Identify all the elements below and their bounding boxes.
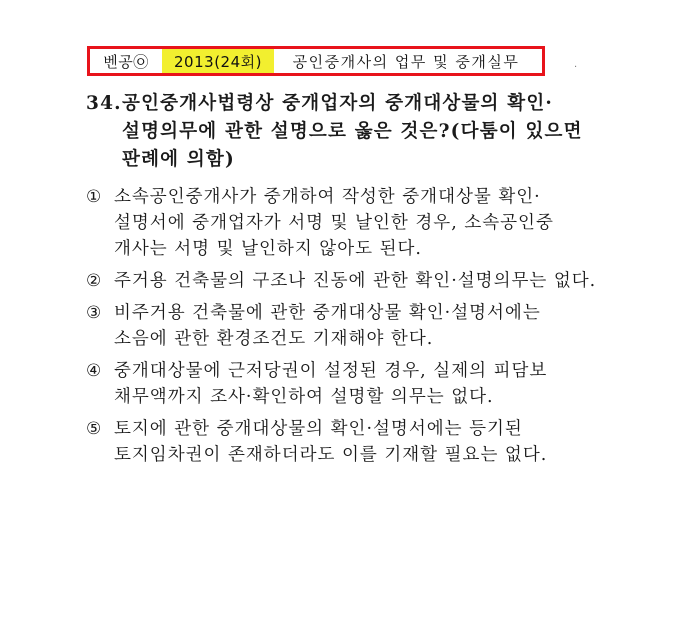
question-text: 설명의무에 관한 설명으로 옳은 것은?(다툼이 있으면 <box>122 121 583 142</box>
option-text: 소음에 관한 환경조건도 기재해야 한다. <box>114 329 434 349</box>
answer-option-4 <box>86 358 616 410</box>
answer-option-1 <box>86 184 616 262</box>
option-text: 비주거용 건축물에 관한 중개대상물 확인·설명서에는 <box>114 303 541 323</box>
option-number-3: ③ <box>86 303 103 323</box>
option-number-5: ⑤ <box>86 419 103 439</box>
question-block <box>86 90 606 174</box>
exam-header-box <box>87 46 545 76</box>
option-text: 설명서에 중개업자가 서명 및 날인한 경우, 소속공인중 <box>114 213 554 233</box>
answer-options <box>86 184 616 474</box>
question-line <box>86 118 606 146</box>
question-line <box>86 146 606 174</box>
option-text: 토지에 관한 중개대상물의 확인·설명서에는 등기된 <box>114 419 523 439</box>
question-number: 34. <box>86 93 122 114</box>
option-text: 중개대상물에 근저당권이 설정된 경우, 실제의 피담보 <box>114 361 548 381</box>
exam-year-label: 2013(24회) <box>162 49 274 73</box>
option-text: 토지임차권이 존재하더라도 이를 기재할 필요는 없다. <box>114 445 548 465</box>
option-text: 소속공인중개사가 중개하여 작성한 중개대상물 확인· <box>114 187 541 207</box>
exam-source-label: 벤공㉧ <box>103 52 149 71</box>
option-text: 개사는 서명 및 날인하지 않아도 된다. <box>114 239 422 259</box>
option-number-4: ④ <box>86 361 103 381</box>
question-text: 판례에 의함) <box>122 149 235 170</box>
question-text: 공인중개사법령상 중개업자의 중개대상물의 확인· <box>122 93 554 114</box>
stray-dot-mark: · <box>574 62 578 73</box>
option-text: 채무액까지 조사·확인하여 설명할 의무는 없다. <box>114 387 494 407</box>
option-number-1: ① <box>86 187 103 207</box>
option-text: 주거용 건축물의 구조나 진동에 관한 확인·설명의무는 없다. <box>114 271 597 291</box>
answer-option-2 <box>86 268 616 294</box>
option-number-2: ② <box>86 271 103 291</box>
answer-option-3 <box>86 300 616 352</box>
question-line <box>86 90 606 118</box>
answer-option-5 <box>86 416 616 468</box>
exam-subject-label: 공인중개사의 업무 및 중개실무 <box>292 52 520 71</box>
